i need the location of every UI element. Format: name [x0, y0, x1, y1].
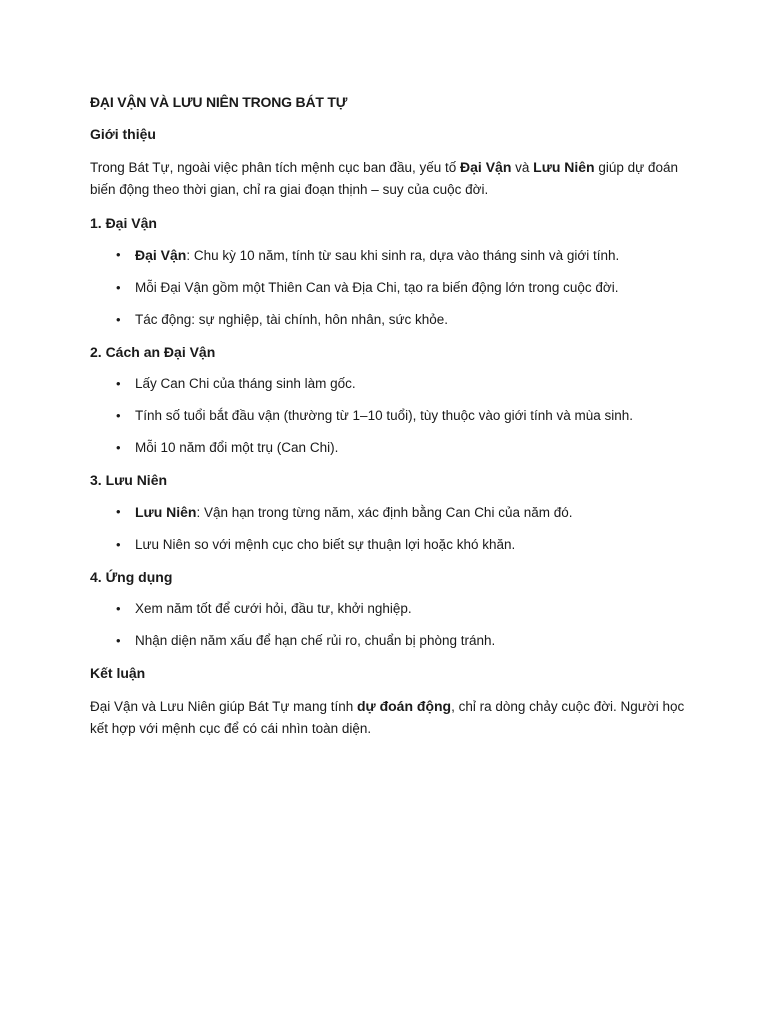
section2-list	[90, 374, 690, 458]
list-item	[90, 406, 690, 426]
list-item	[90, 310, 690, 330]
list-item	[90, 245, 690, 266]
conclusion-bold: dự đoán động	[356, 698, 452, 714]
section1-item1-bold: Đại Vận	[135, 247, 187, 263]
section3-item1-text: : Vận hạn trong từng năm, xác định bằng Can Chi của năm đó.	[196, 505, 573, 520]
section2-item2-text: Tính số tuổi bắt đầu vận (thường từ 1–10 tuổi), tùy thuộc vào giới tính và mùa sinh.	[135, 408, 634, 423]
section1-item2-text: Mỗi Đại Vận gồm một Thiên Can và Địa Chi, tạo ra biến động lớn trong cuộc đời.	[135, 280, 619, 295]
intro-bold-luu-nien: Lưu Niên	[533, 159, 595, 175]
list-item	[90, 535, 690, 555]
section3-item1-bold: Lưu Niên	[135, 504, 197, 520]
bullet-icon: •	[116, 312, 121, 327]
list-item	[90, 502, 690, 523]
conclusion-paragraph	[90, 695, 690, 740]
intro-bold-dai-van: Đại Vận	[460, 159, 512, 175]
section3-list	[90, 502, 690, 555]
section4-item1-text: Xem năm tốt để cưới hỏi, đầu tư, khởi nghiệp.	[135, 601, 412, 616]
section4-item2-text: Nhận diện năm xấu để hạn chế rủi ro, chuẩn bị phòng tránh.	[135, 633, 496, 648]
intro-text-2: và	[511, 160, 534, 175]
intro-text-1: Trong Bát Tự, ngoài việc phân tích mệnh cục ban đầu, yếu tố	[90, 160, 461, 175]
section4-list	[90, 599, 690, 651]
list-item	[90, 278, 690, 298]
bullet-icon: •	[116, 376, 121, 391]
conclusion-heading: Kết luận	[90, 665, 146, 681]
list-item	[90, 374, 690, 394]
section2-item1-text: Lấy Can Chi của tháng sinh làm gốc.	[135, 376, 356, 391]
section1-list	[90, 245, 690, 330]
bullet-icon: •	[116, 633, 121, 648]
document-page	[90, 92, 690, 752]
bullet-icon: •	[116, 440, 121, 455]
conclusion-text-1: Đại Vận và Lưu Niên giúp Bát Tự mang tính	[90, 699, 357, 714]
bullet-icon: •	[116, 504, 121, 519]
intro-text-3: giúp dự đoán biến động theo thời gian, chỉ ra giai đoạn thịnh – suy của cuộc đời.	[90, 160, 678, 197]
section3-item2-text: Lưu Niên so với mệnh cục cho biết sự thuận lợi hoặc khó khăn.	[135, 537, 516, 552]
intro-paragraph	[90, 156, 690, 201]
section2-heading: 2. Cách an Đại Vận	[90, 344, 216, 360]
section4-heading: 4. Ứng dụng	[90, 569, 173, 585]
section2-item3-text: Mỗi 10 năm đổi một trụ (Can Chi).	[135, 440, 339, 455]
document-title: ĐẠI VẬN VÀ LƯU NIÊN TRONG BÁT TỰ	[90, 94, 348, 110]
list-item	[90, 599, 690, 619]
section1-item3-text: Tác động: sự nghiệp, tài chính, hôn nhân, sức khỏe.	[135, 312, 449, 327]
section1-item1-text: : Chu kỳ 10 năm, tính từ sau khi sinh ra, dựa vào tháng sinh và giới tính.	[186, 248, 620, 263]
intro-heading: Giới thiệu	[90, 126, 156, 142]
section1-heading: 1. Đại Vận	[90, 215, 157, 231]
section3-heading: 3. Lưu Niên	[90, 472, 168, 488]
bullet-icon: •	[116, 601, 121, 616]
conclusion-text-2: , chỉ ra dòng chảy cuộc đời. Người học kết hợp với mệnh cục để có cái nhìn toàn diện.	[90, 699, 685, 736]
bullet-icon: •	[116, 280, 121, 295]
list-item	[90, 438, 690, 458]
bullet-icon: •	[116, 247, 121, 262]
bullet-icon: •	[116, 408, 121, 423]
list-item	[90, 631, 690, 651]
bullet-icon: •	[116, 537, 121, 552]
